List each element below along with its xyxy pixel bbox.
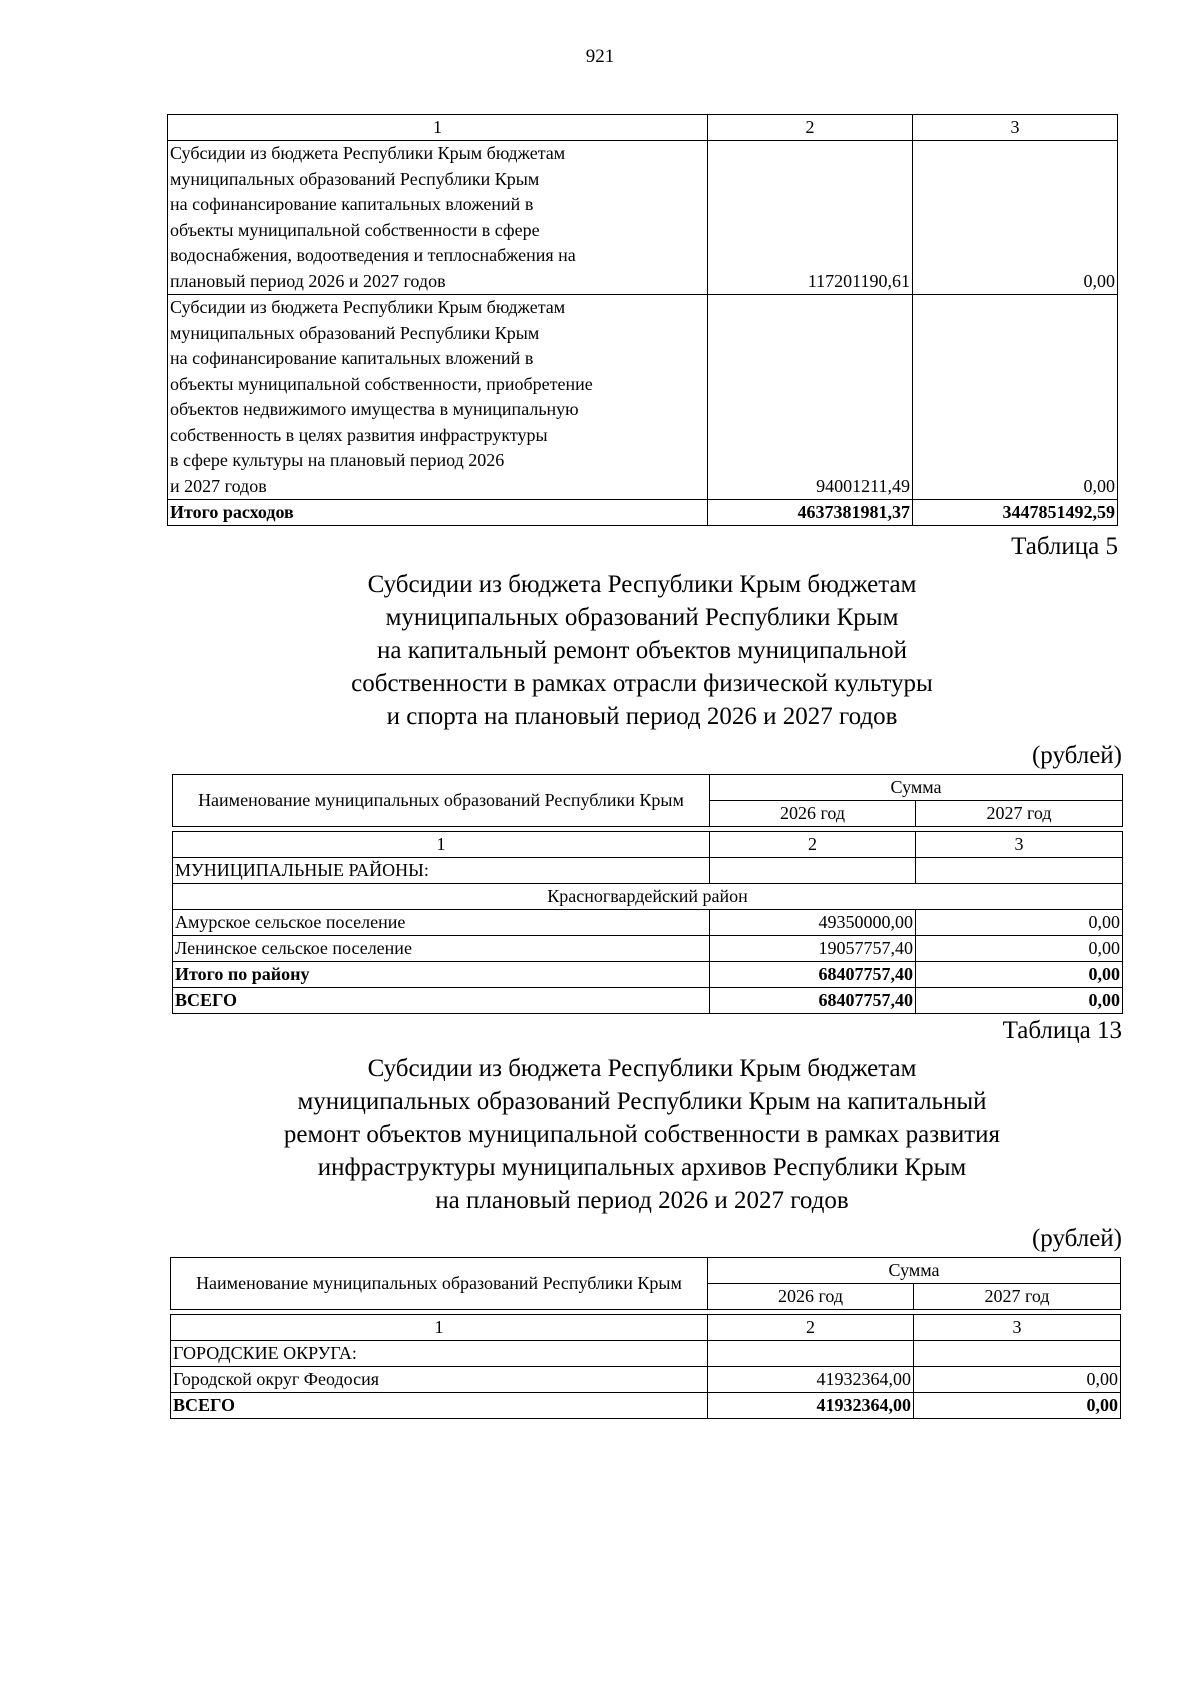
value-2026: 49350000,00 xyxy=(710,910,916,936)
total-row xyxy=(168,500,1118,526)
district-label: Красногвардейский район xyxy=(173,884,1123,910)
col-sum-header: Сумма xyxy=(710,775,1123,801)
col-num-2: 2 xyxy=(708,115,913,141)
table13-title: Субсидии из бюджета Республики Крым бюджетам муниципальных образований Республики Крым на капитальный ремонт объектов муниципальной собственности в рамках развития инфраструктуры муниципальных архивов Республики Крым на плановый период 2026 и 2027 годов xyxy=(283,1055,1001,1214)
row-name: Субсидии из бюджета Республики Крым бюджетам муниципальных образований Республики Крым на софинансирование капитальных вложений в объекты муниципальной собственности в сфере водоснабжения, водоотведения и теплоснабжения на плановый период 2026 и 2027 годов xyxy=(168,141,708,295)
value-2027: 0,00 xyxy=(914,1367,1121,1393)
table-row xyxy=(173,910,1123,936)
col-num-1: 1 xyxy=(168,115,708,141)
table13-unit: (рублей) xyxy=(1031,1225,1122,1252)
table5-header-row xyxy=(173,775,1123,801)
col-num-2: 2 xyxy=(708,1315,914,1341)
value-2026: 41932364,00 xyxy=(708,1367,914,1393)
grand-total-label: ВСЕГО xyxy=(171,1393,708,1419)
col-name-header: Наименование муниципальных образований Республики Крым xyxy=(171,1258,708,1310)
total-label: Итого расходов xyxy=(168,500,708,526)
col-num-2: 2 xyxy=(710,832,916,858)
table5-title: Субсидии из бюджета Республики Крым бюджетам муниципальных образований Республики Крым на капитальный ремонт объектов муниципальной собственности в рамках отрасли физической культуры и спорта на плановый период 2026 и 2027 годов xyxy=(351,571,933,730)
row-name: Ленинское сельское поселение xyxy=(173,936,710,962)
col-num-1: 1 xyxy=(171,1315,708,1341)
table13-header-row xyxy=(171,1258,1121,1284)
district-total-2026: 68407757,40 xyxy=(710,962,916,988)
table-row xyxy=(171,1367,1121,1393)
district-total-2027: 0,00 xyxy=(916,962,1123,988)
table13-label: Таблица 13 xyxy=(1002,1017,1122,1044)
page-number: 921 xyxy=(585,46,615,67)
table-row xyxy=(168,141,1118,295)
district-row xyxy=(173,884,1123,910)
section-row xyxy=(171,1341,1121,1367)
col-num-1: 1 xyxy=(173,832,710,858)
table13-num-row xyxy=(171,1315,1121,1341)
table-row xyxy=(173,936,1123,962)
value-2026: 19057757,40 xyxy=(710,936,916,962)
col-2026-header: 2026 год xyxy=(710,801,916,827)
col-2027-header: 2027 год xyxy=(914,1284,1121,1310)
grand-total-row xyxy=(171,1393,1121,1419)
value-2026: 117201190,61 xyxy=(708,141,913,295)
table-header-row xyxy=(168,115,1118,141)
total-2027: 3447851492,59 xyxy=(913,500,1118,526)
total-2026: 4637381981,37 xyxy=(708,500,913,526)
table13 xyxy=(170,1257,1121,1419)
col-2026-header: 2026 год xyxy=(708,1284,914,1310)
grand-total-2026: 41932364,00 xyxy=(708,1393,914,1419)
col-sum-header: Сумма xyxy=(708,1258,1121,1284)
section-row xyxy=(173,858,1123,884)
table5-num-row xyxy=(173,832,1123,858)
table5-label: Таблица 5 xyxy=(1011,533,1118,560)
table-row xyxy=(168,295,1118,500)
col-num-3: 3 xyxy=(916,832,1123,858)
grand-total-label: ВСЕГО xyxy=(173,988,710,1014)
col-2027-header: 2027 год xyxy=(916,801,1123,827)
section-label: ГОРОДСКИЕ ОКРУГА: xyxy=(171,1341,708,1367)
value-2027: 0,00 xyxy=(913,295,1118,500)
col-num-3: 3 xyxy=(914,1315,1121,1341)
row-name: Субсидии из бюджета Республики Крым бюджетам муниципальных образований Республики Крым на софинансирование капитальных вложений в объекты муниципальной собственности, приобретение объектов недвижимого имущества в муниципальную собственность в целях развития инфраструктуры в сфере культуры на плановый период 2026 и 2027 годов xyxy=(168,295,708,500)
grand-total-2027: 0,00 xyxy=(916,988,1123,1014)
district-total-label: Итого по району xyxy=(173,962,710,988)
col-num-3: 3 xyxy=(913,115,1118,141)
value-2027: 0,00 xyxy=(916,910,1123,936)
value-2026: 94001211,49 xyxy=(708,295,913,500)
section-label: МУНИЦИПАЛЬНЫЕ РАЙОНЫ: xyxy=(173,858,710,884)
table5 xyxy=(172,774,1123,1014)
grand-total-row xyxy=(173,988,1123,1014)
row-name: Амурское сельское поселение xyxy=(173,910,710,936)
value-2027: 0,00 xyxy=(916,936,1123,962)
district-total-row xyxy=(173,962,1123,988)
table5-unit: (рублей) xyxy=(1031,742,1122,769)
continuation-table xyxy=(167,114,1118,526)
col-name-header: Наименование муниципальных образований Республики Крым xyxy=(173,775,710,827)
grand-total-2026: 68407757,40 xyxy=(710,988,916,1014)
row-name: Городской округ Феодосия xyxy=(171,1367,708,1393)
grand-total-2027: 0,00 xyxy=(914,1393,1121,1419)
value-2027: 0,00 xyxy=(913,141,1118,295)
